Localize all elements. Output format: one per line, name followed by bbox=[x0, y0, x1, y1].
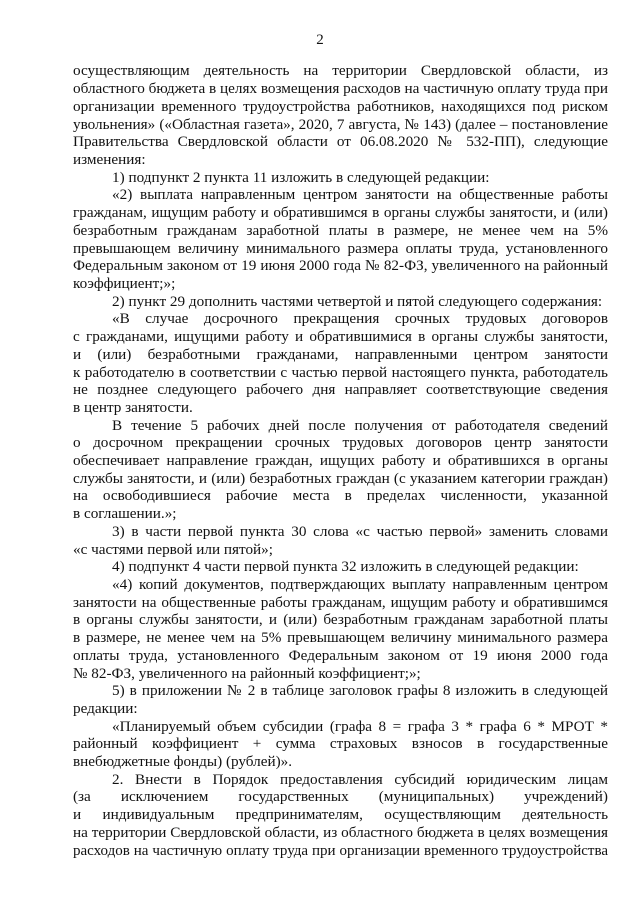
paragraph-line: внебюджетные фонды) (рублей)». bbox=[73, 753, 293, 770]
paragraph-line: «В случае досрочного прекращения срочных трудовых договоров bbox=[112, 310, 608, 327]
paragraph-line: редакции: bbox=[73, 700, 138, 717]
paragraph-line: 2. Внести в Порядок предоставления субсидий юридическим лицам bbox=[112, 771, 608, 788]
paragraph-line: гражданам, ищущим работу и обратившимся в органы службы занятости, и (или) bbox=[73, 204, 608, 221]
paragraph-line: в центр занятости. bbox=[73, 399, 193, 416]
paragraph-line: Правительства Свердловской области от 06.08.2020 № 532-ПП), следующие bbox=[73, 133, 608, 150]
paragraph-line: районный коэффициент + сумма страховых взносов в государственные bbox=[73, 735, 608, 752]
paragraph-line: службы занятости, и (или) безработных граждан (с указанием категории граждан) bbox=[73, 470, 608, 487]
paragraph-line: и (или) безработными гражданами, направленными центром занятости bbox=[73, 346, 608, 363]
paragraph-line: осуществляющим деятельность на территории Свердловской области, из bbox=[73, 62, 608, 79]
paragraph-line: оплаты труда, установленного Федеральным законом от 19 июня 2000 года bbox=[73, 647, 608, 664]
paragraph-line: 3) в части первой пункта 30 слова «с частью первой» заменить словами bbox=[112, 523, 608, 540]
paragraph-line: 2) пункт 29 дополнить частями четвертой и пятой следующего содержания: bbox=[112, 293, 603, 310]
paragraph-line: «с частями первой или пятой»; bbox=[73, 541, 273, 558]
paragraph-line: в органы службы занятости, и (или) безработным гражданам заработной платы bbox=[73, 611, 608, 628]
paragraph-line: № 82-ФЗ, увеличенного на районный коэффициент;»; bbox=[73, 665, 421, 682]
paragraph-line: не позднее следующего рабочего дня направляет соответствующие сведения bbox=[73, 381, 608, 398]
paragraph-line: В течение 5 рабочих дней после получения от работодателя сведений bbox=[112, 417, 608, 434]
paragraph-line: на освободившиеся рабочие места в пределах численности, указанной bbox=[73, 487, 608, 504]
paragraph-line: занятости на общественные работы гражданам, ищущим работу и обратившимся bbox=[73, 594, 608, 611]
paragraph-line: расходов на частичную оплату труда при организации временного трудоустройства bbox=[73, 843, 608, 859]
paragraph-line: коэффициент;»; bbox=[73, 275, 176, 292]
paragraph-line: безработным гражданам заработной платы в размере, не менее чем на 5% bbox=[73, 222, 608, 239]
paragraph-line: 4) подпункт 4 части первой пункта 32 изложить в следующей редакции: bbox=[112, 558, 579, 575]
paragraph-line: в размере, не менее чем на 5% превышающем величину минимального размера bbox=[73, 629, 608, 646]
paragraph-line: 1) подпункт 2 пункта 11 изложить в следующей редакции: bbox=[112, 169, 490, 186]
paragraph-line: «4) копий документов, подтверждающих выплату направленным центром bbox=[112, 576, 608, 593]
paragraph-line: с гражданами, ищущими работу и обратившимися в органы службы занятости, bbox=[73, 328, 608, 345]
paragraph-line: о досрочном прекращении срочных трудовых договоров центр занятости bbox=[73, 434, 608, 451]
paragraph-line: областного бюджета в целях возмещения расходов на частичную оплату труда при bbox=[73, 80, 608, 97]
paragraph-line: к работодателю в соответствии с частью первой настоящего пункта, работодатель bbox=[73, 364, 608, 381]
paragraph-line: «2) выплата направленным центром занятости на общественные работы bbox=[112, 186, 608, 203]
paragraph-line: изменения: bbox=[73, 151, 146, 168]
page-number: 2 bbox=[316, 32, 324, 48]
paragraph-line: на территории Свердловской области, из областного бюджета в целях возмещения bbox=[73, 824, 608, 841]
paragraph-line: и индивидуальным предпринимателям, осуществляющим деятельность bbox=[73, 806, 608, 823]
paragraph-line: организации временного трудоустройства работников, находящихся под риском bbox=[73, 98, 608, 115]
paragraph-line: увольнения» («Областная газета», 2020, 7 августа, № 143) (далее – постановление bbox=[73, 116, 608, 133]
paragraph-line: «Планируемый объем субсидии (графа 8 = графа 3 * графа 6 * МРОТ * bbox=[112, 718, 608, 735]
paragraph-line: обеспечивает направление граждан, ищущих работу и обратившихся в органы bbox=[73, 452, 608, 469]
paragraph-line: в соглашении.»; bbox=[73, 505, 177, 522]
paragraph-line: (за исключением государственных (муниципальных) учреждений) bbox=[73, 788, 608, 805]
paragraph-line: Федеральным законом от 19 июня 2000 года № 82-ФЗ, увеличенного на районный bbox=[73, 257, 608, 274]
paragraph-line: превышающем величину минимального размера оплаты труда, установленного bbox=[73, 240, 608, 257]
paragraph-line: 5) в приложении № 2 в таблице заголовок графы 8 изложить в следующей bbox=[112, 682, 608, 699]
